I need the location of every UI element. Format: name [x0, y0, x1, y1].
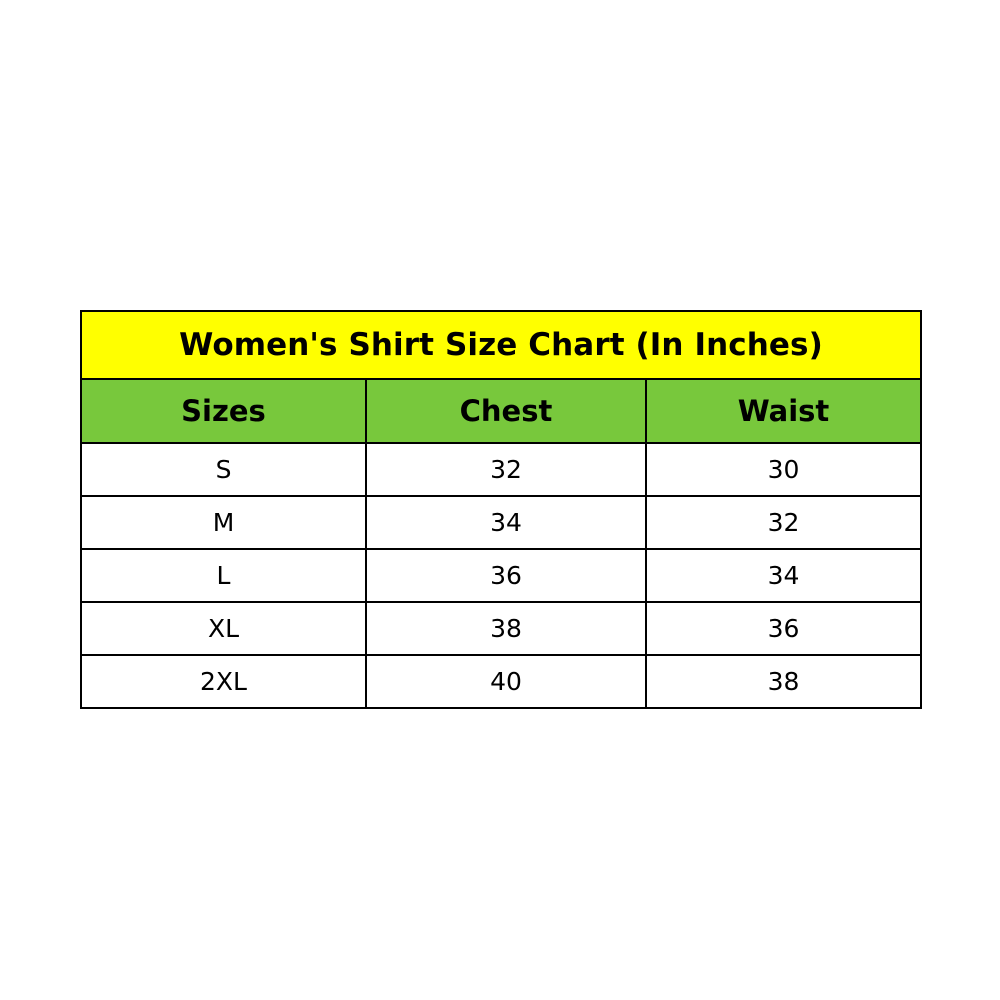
table-row: [81, 655, 921, 708]
cell-size: 2XL: [81, 655, 366, 708]
cell-size: L: [81, 549, 366, 602]
table-row: [81, 496, 921, 549]
cell-chest: 32: [366, 443, 646, 496]
table-row: [81, 549, 921, 602]
cell-waist: 38: [646, 655, 921, 708]
column-header-waist: Waist: [646, 379, 921, 443]
cell-size: M: [81, 496, 366, 549]
cell-size: XL: [81, 602, 366, 655]
column-header-sizes: Sizes: [81, 379, 366, 443]
cell-chest: 34: [366, 496, 646, 549]
table-row: [81, 602, 921, 655]
cell-chest: 38: [366, 602, 646, 655]
table-header-row: [81, 379, 921, 443]
cell-waist: 34: [646, 549, 921, 602]
cell-size: S: [81, 443, 366, 496]
chart-title: Women's Shirt Size Chart (In Inches): [81, 311, 921, 379]
cell-waist: 32: [646, 496, 921, 549]
size-chart-table: [80, 310, 922, 709]
table-title-row: [81, 311, 921, 379]
size-chart-container: [80, 310, 920, 709]
cell-waist: 30: [646, 443, 921, 496]
cell-waist: 36: [646, 602, 921, 655]
column-header-chest: Chest: [366, 379, 646, 443]
cell-chest: 40: [366, 655, 646, 708]
table-row: [81, 443, 921, 496]
cell-chest: 36: [366, 549, 646, 602]
